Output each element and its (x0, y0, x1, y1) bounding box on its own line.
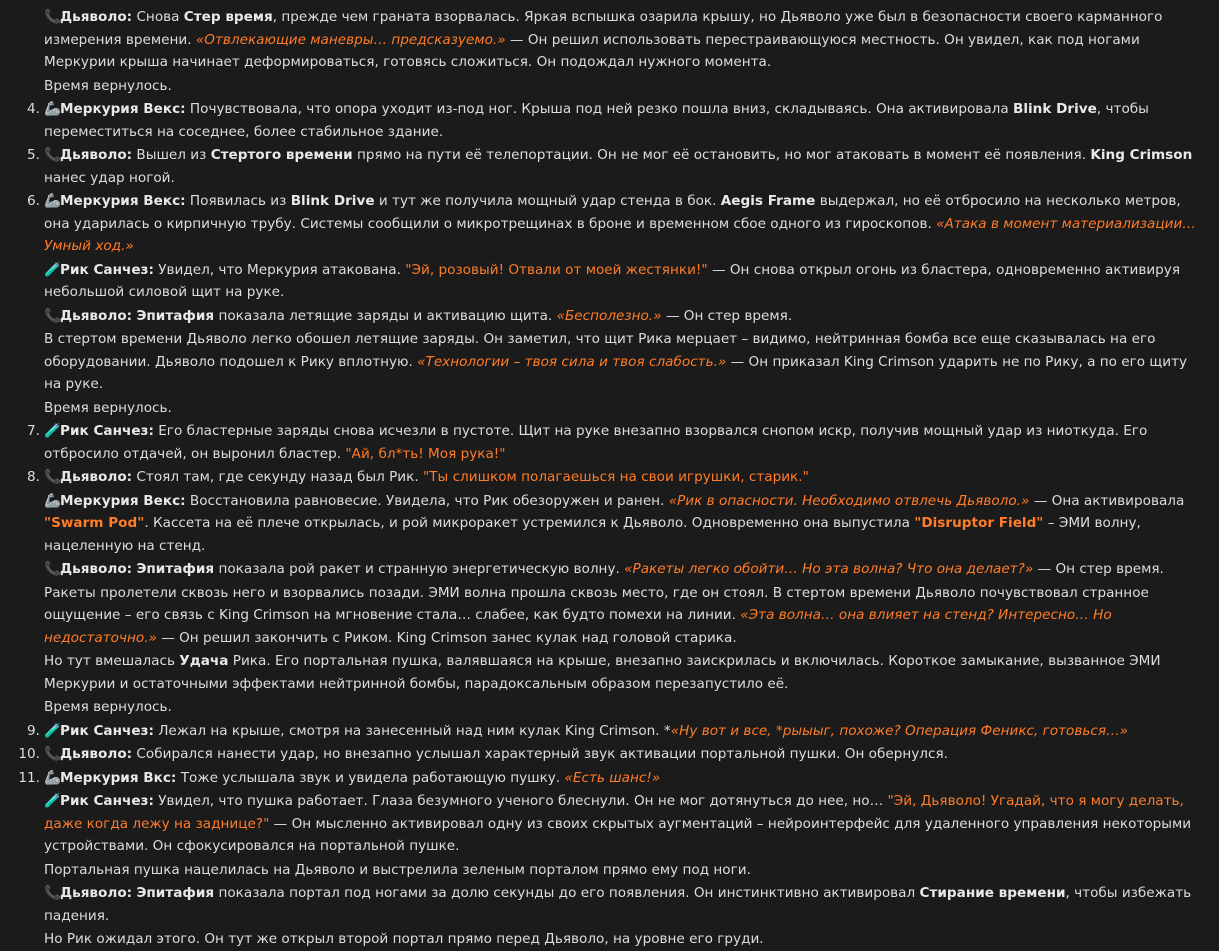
paragraph-mercury-swarm: 🦾Меркурия Векс: Восстановила равновесие. Увидела, что Рик обезоружен и ранен. «Рик в опасности. Необходимо отвлечь Дьяволо.» — Она активировала "Swarm Pod". Кассета на её плече открылась, и рой микроракет устремился к Дьяволо. Одновременно она выпустила "Disruptor Field" – ЭМИ волну, нацеленную на стенд. (44, 490, 1205, 558)
paragraph-emi-wave: Ракеты пролетели сквозь него и взорвались позади. ЭМИ волна прошла сквозь место, где он стоял. В стертом времени Дьяволо почувствовал странное ощущение – его связь с King Crimson на мгновение стала… слабее, как будто помехи на линии. «Эта волна… она влияет на стенд? Интересно… Но недостаточно.» — Он решил закончить с Риком. King Crimson занес кулак над головой старика. (44, 584, 1149, 646)
paragraph-diavolo-epitaph: 📞Дьяволо: Эпитафия показала портал под ногами за долю секунды до его появления. Он инстинктивно активировал Стирание времени, чтобы избежать падения. (44, 882, 1205, 927)
paragraph-diavolo-erase: 📞Дьяволо: Снова Стер время, прежде чем граната взорвалась. Яркая вспышка озарила крышу, но Дьяволо уже был в безопасности своего карманного измерения времени. «Отвлекающие маневры… предсказуемо.» — Он решил использовать перестраивающуюся местность. Он увидел, как под ногами Меркурии крыша начинает деформироваться, готовясь сложиться. Он подождал нужного момента. (44, 6, 1205, 74)
paragraph-portal-shot: Портальная пушка нацелилась на Дьяволо и выстрелила зеленым порталом прямо ему под ноги. (44, 861, 751, 878)
thought-quote: «Отвлекающие маневры… предсказуемо.» (195, 31, 506, 48)
speaker-name: Дьяволо: (60, 9, 133, 25)
test-tube-icon: 🧪 (44, 722, 61, 739)
time-returned-text: Время вернулось. (44, 399, 172, 416)
test-tube-icon: 🧪 (44, 793, 61, 809)
list-item-6: 6. 🦾Меркурия Векс: Появилась из Blink Drive и тут же получила мощный удар стенда в бок. Aegis Frame выдержал, но её отбросило на несколько метров, она ударилась о кирпичную трубу. Системы сообщили о микротрещинах в броне и временном сбое одного из гироскопов. «Атака в момент материализации… Умный ход.» (44, 190, 1205, 258)
list-item-11: 11. 🦾Меркурия Вкс: Тоже услышала звук и увидела работающую пушку. «Есть шанс!» (44, 767, 1205, 790)
mechanical-arm-icon: 🦾 (44, 101, 61, 117)
paragraph-erased-time: В стертом времени Дьяволо легко обошел летящие заряды. Он заметил, что щит Рика мерцает – видимо, нейтринная бомба все еще сказывалась на его оборудовании. Дьяволо подошел к Рику вплотную. «Технологии – твоя сила и твоя слабость.» — Он приказал King Crimson ударить не по Рику, а по его щиту на руке. (44, 331, 1188, 392)
paragraph-rick-shield: 🧪Рик Санчез: Увидел, что Меркурия атакована. "Эй, розовый! Отвали от моей жестянки!" — Он снова открыл огонь из бластера, одновременно активируя небольшой силовой щит на руке. (44, 259, 1205, 304)
paragraph-rick-portal: 🧪Рик Санчез: Увидел, что пушка работает. Глаза безумного ученого блеснули. Он не мог дотянуться до нее, но… "Эй, Дьяволо! Угадай, что я могу делать, даже когда лежу на заднице?" — Он мысленно активировал одну из своих скрытых аугментаций – нейроинтерфейс для удаленного управления некоторыми устройствами. Он сфокусировался на портальной пушке. (44, 790, 1205, 858)
paragraph-second-portal: Но Рик ожидал этого. Он тут же открыл второй портал прямо перед Дьяволо, на уровне его груди. (44, 931, 764, 947)
telephone-receiver-icon: 📞 (44, 9, 61, 25)
paragraph-diavolo-epitaph: 📞Дьяволо: Эпитафия показала рой ракет и странную энергетическую волну. «Ракеты легко обойти… Но эта волна? Что она делает?» — Он стер время. (44, 558, 1205, 581)
paragraph-luck: Но тут вмешалась Удача Рика. Его портальная пушка, валявшаяся на крыше, внезапно заискрилась и включилась. Короткое замыкание, вызванное ЭМИ Меркурии и остаточными эффектами нейтринной бомбы, парадоксальным образом перезапустило её. (44, 653, 1161, 692)
time-returned-text: Время вернулось. (44, 77, 172, 94)
time-returned-text: Время вернулось. (44, 699, 172, 715)
telephone-receiver-icon: 📞 (44, 746, 61, 762)
list-item-10: 10. 📞Дьяволо: Собирался нанести удар, но внезапно услышал характерный звук активации портальной пушки. Он обернулся. (44, 743, 1205, 766)
telephone-receiver-icon: 📞 (44, 307, 61, 324)
list-item-5: 5. 📞Дьяволо: Вышел из Стертого времени прямо на пути её телепортации. Он не мог её остановить, но мог атаковать в момент её появления. King Crimson нанес удар ногой. (44, 144, 1205, 189)
telephone-receiver-icon: 📞 (44, 469, 61, 485)
test-tube-icon: 🧪 (44, 261, 61, 278)
list-item-4: 4. 🦾Меркурия Векс: Почувствовала, что опора уходит из-под ног. Крыша под ней резко пошла вниз, складываясь. Она активировала Blink Drive, чтобы переместиться на соседнее, более стабильное здание. (44, 98, 1205, 143)
test-tube-icon: 🧪 (44, 423, 61, 439)
mechanical-arm-icon: 🦾 (44, 492, 61, 509)
list-item-8: 8. 📞Дьяволо: Стоял там, где секунду назад был Рик. "Ты слишком полагаешься на свои игрушки, старик." (44, 466, 1205, 489)
mechanical-arm-icon: 🦾 (44, 769, 61, 786)
mechanical-arm-icon: 🦾 (44, 193, 61, 209)
telephone-receiver-icon: 📞 (44, 147, 61, 163)
telephone-receiver-icon: 📞 (44, 561, 61, 577)
list-item-7: 7. 🧪Рик Санчез: Его бластерные заряды снова исчезли в пустоте. Щит на руке внезапно взорвался снопом искр, получив мощный удар из ниоткуда. Его отбросило отдачей, он выронил бластер. "Ай, бл*ть! Моя рука!" (44, 420, 1205, 465)
telephone-receiver-icon: 📞 (44, 885, 61, 901)
paragraph-diavolo-epitaph: 📞Дьяволо: Эпитафия показала летящие заряды и активацию щита. «Бесполезно.» — Он стер время. (44, 305, 1205, 328)
list-item-9: 9. 🧪Рик Санчез: Лежал на крыше, смотря на занесенный над ним кулак King Crimson. *«Ну вот и все, *рыыыг, похоже? Операция Феникс, готовься…» (44, 720, 1205, 743)
